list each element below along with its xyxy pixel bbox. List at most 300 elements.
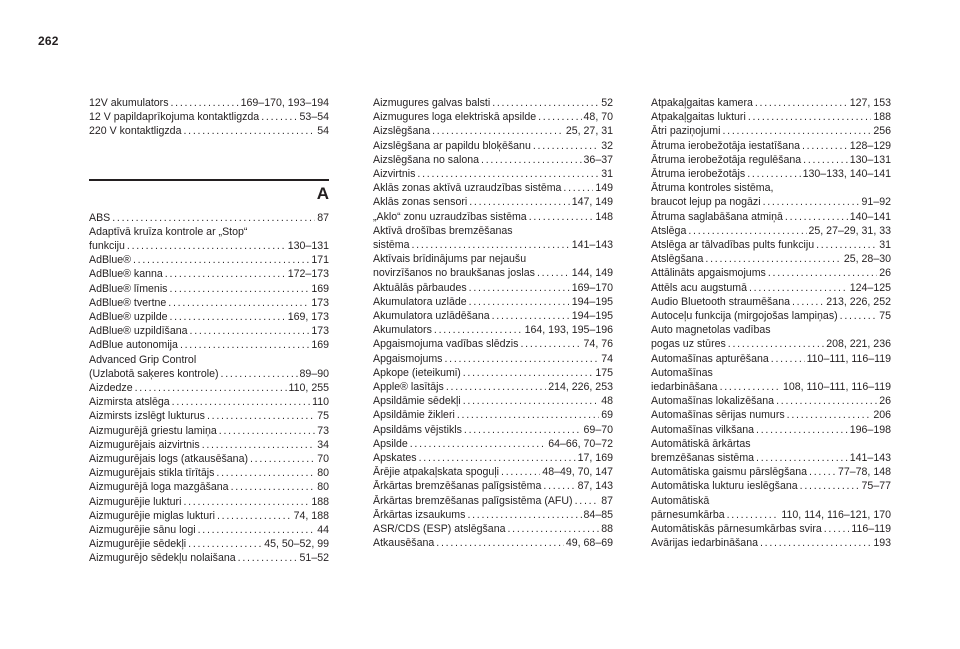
index-entry (89, 124, 329, 138)
index-entry (373, 494, 613, 508)
dot-leader (537, 266, 570, 280)
index-term: Automātiska lukturu ieslēgšana (651, 480, 798, 493)
index-term: Automātiskā ārkārtas (651, 437, 751, 450)
section-divider (89, 179, 329, 181)
index-entry (651, 366, 891, 380)
index-page-ref: 87, 143 (577, 480, 613, 493)
index-page-ref: 110, 114, 116–121, 170 (781, 508, 891, 521)
index-entry (373, 380, 613, 394)
index-entry (651, 110, 891, 124)
index-term: Aizmugures loga elektriskā apsilde (373, 111, 537, 124)
index-page-ref: 108, 110–111, 116–119 (783, 381, 891, 394)
index-term: 12 V papildaprīkojuma kontaktligzda (89, 111, 260, 124)
index-entry (651, 479, 891, 493)
index-term: AdBlue® uzpildīšana (89, 325, 188, 338)
index-entry (651, 408, 891, 422)
dot-leader (436, 536, 564, 550)
index-term: Ārējie atpakaļskata spoguļi (373, 466, 500, 479)
index-page-ref: 130–133, 140–141 (802, 168, 891, 181)
index-page-ref: 25, 28–30 (843, 253, 891, 266)
index-entry (651, 536, 891, 550)
index-term: Apsilde (373, 437, 408, 450)
index-page-ref: 188 (311, 495, 329, 508)
index-page-ref: 31 (879, 239, 891, 252)
index-entry (89, 509, 329, 523)
index-term: Aizvirtnis (373, 168, 416, 181)
index-entry (651, 465, 891, 479)
dot-leader (412, 238, 570, 252)
index-term: Atslēga (651, 224, 687, 237)
dot-leader (469, 281, 570, 295)
page-number: 262 (38, 34, 59, 48)
index-term: Aizmugures galvas balsti (373, 97, 491, 109)
index-term: funkciju (89, 240, 125, 253)
index-page-ref: 52 (601, 97, 613, 109)
index-term: Akumulators (373, 324, 432, 337)
dot-leader (169, 282, 309, 296)
dot-leader (198, 523, 316, 537)
dot-leader (238, 551, 298, 565)
index-entry (89, 310, 329, 324)
index-page-ref: 147, 149 (571, 196, 613, 209)
index-term: Aizmugurējais stikla tīrītājs (89, 467, 215, 480)
index-term: Aizmugurējā griestu lamiņa (89, 424, 217, 437)
dot-leader (785, 210, 848, 224)
index-entry (89, 367, 329, 381)
index-page-ref: 74, 188 (293, 509, 329, 522)
index-term: Automātiskās pārnesumkārbas svira (651, 523, 822, 536)
index-entry (89, 395, 329, 409)
index-term: Apsildāmie sēdekļi (373, 395, 461, 408)
dot-leader (188, 537, 262, 551)
index-term: Aizmugurējo sēdekļu nolaišana (89, 552, 236, 565)
index-term: Apgaismojums (373, 352, 443, 365)
index-entry (373, 281, 613, 295)
index-entry (651, 522, 891, 536)
index-entry (651, 139, 891, 153)
index-term: iedarbināšana (651, 381, 718, 394)
index-page-ref: 124–125 (849, 281, 891, 294)
dot-leader (728, 337, 824, 351)
dot-leader (720, 380, 781, 394)
index-entry (89, 353, 329, 367)
index-page-ref: 80 (317, 481, 329, 494)
dot-leader (501, 465, 540, 479)
dot-leader (190, 324, 310, 338)
dot-leader (776, 394, 877, 408)
index-term: Aizmugurējā loga mazgāšana (89, 481, 229, 494)
index-term: Apsildāmie žikleri (373, 409, 455, 422)
index-entry (651, 380, 891, 394)
index-page-ref: 256 (873, 125, 891, 138)
index-term: Atkausēšana (373, 537, 435, 550)
index-term: Ātri paziņojumi (651, 125, 721, 138)
index-entry (373, 479, 613, 493)
index-term: braucot lejup pa nogāzi (651, 196, 761, 209)
index-entry (89, 211, 329, 225)
index-term: Aktīvā drošības bremzēšanas (373, 224, 513, 237)
index-page-ref: 206 (873, 409, 891, 422)
index-entry (373, 266, 613, 280)
dot-leader (824, 522, 850, 536)
index-term: novirzīšanos no braukšanas joslas (373, 267, 535, 280)
index-entry (373, 110, 613, 124)
index-term: Automašīnas sērijas numurs (651, 409, 785, 422)
index-entry (373, 153, 613, 167)
index-term: Aizslēgšana (373, 125, 431, 138)
index-page-ref: 84–85 (583, 508, 613, 521)
index-term: AdBlue® (89, 254, 131, 267)
dot-leader (221, 367, 298, 381)
dot-leader (469, 195, 570, 209)
index-column-1 (89, 96, 329, 566)
index-page-ref: 110, 255 (288, 382, 329, 395)
index-page-ref: 140–141 (849, 210, 891, 223)
index-entry-list (651, 96, 891, 551)
index-term: Adaptīvā kruīza kontrole ar „Stop“ (89, 225, 248, 238)
index-intro-list (89, 96, 329, 139)
dot-leader (533, 139, 599, 153)
index-page-ref: 26 (879, 267, 891, 280)
index-entry (373, 124, 613, 138)
index-entry (651, 210, 891, 224)
dot-leader (231, 480, 316, 494)
index-term: Ārkārtas bremzēšanas palīgsistēma (AFU) (373, 494, 573, 507)
index-term: Atpakaļgaitas lukturi (651, 111, 746, 124)
dot-leader (219, 424, 315, 438)
index-term: Aizmugurējais logs (atkausēšana) (89, 453, 248, 466)
index-page-ref: 169 (311, 282, 329, 295)
index-page-ref: 208, 221, 236 (826, 338, 891, 351)
index-column-3 (651, 96, 891, 551)
index-entry (651, 96, 891, 110)
index-page-ref: 74, 76 (583, 338, 613, 351)
index-page-ref: 51–52 (299, 552, 329, 565)
index-page-ref: 110 (312, 396, 329, 409)
index-term: Ātruma ierobežotājs (651, 168, 746, 181)
index-page-ref: 48, 70 (583, 111, 613, 124)
index-page-ref: 49, 68–69 (565, 537, 613, 550)
dot-leader (787, 408, 872, 422)
index-entry (373, 96, 613, 110)
dot-leader (492, 309, 570, 323)
index-term: AdBlue® līmenis (89, 282, 168, 295)
index-entry (651, 124, 891, 138)
index-page-ref: 175 (595, 366, 613, 379)
index-entry (373, 536, 613, 550)
index-term: Akumulatora uzlādēšana (373, 310, 490, 323)
index-term: AdBlue autonomija (89, 339, 178, 352)
dot-leader (688, 224, 806, 238)
index-term: Aizslēgšana no salona (373, 153, 480, 166)
index-page-ref: 77–78, 148 (837, 466, 891, 479)
index-term: Aizmugurējais aizvirtnis (89, 438, 200, 451)
index-page-ref: 149 (595, 182, 613, 195)
index-page-ref: 64–66, 70–72 (548, 437, 613, 450)
index-page-ref: 69–70 (583, 423, 613, 436)
index-term: Aizmugurējie lukturi (89, 495, 182, 508)
index-entry (373, 309, 613, 323)
index-page-ref: 17, 169 (577, 452, 613, 465)
dot-leader (183, 124, 315, 138)
index-page-ref: 48–49, 70, 147 (542, 466, 613, 479)
index-term: Ātruma ierobežotāja iestatīšana (651, 139, 800, 152)
index-term: Aizslēgšana ar papildu bloķēšanu (373, 139, 531, 152)
dot-leader (165, 267, 286, 281)
index-page-ref: 89–90 (299, 367, 329, 380)
index-term: Apple® lasītājs (373, 381, 444, 394)
index-term: Ātruma ierobežotāja regulēšana (651, 153, 802, 166)
index-term: Apkope (ieteikumi) (373, 366, 461, 379)
dot-leader (464, 423, 582, 437)
index-page-ref: 26 (879, 395, 891, 408)
index-entry (373, 295, 613, 309)
dot-leader (463, 394, 599, 408)
dot-leader (756, 451, 848, 465)
dot-leader (520, 337, 581, 351)
index-column-2 (373, 96, 613, 551)
index-entry (373, 522, 613, 536)
index-term: pogas uz stūres (651, 338, 726, 351)
dot-leader (705, 252, 841, 266)
dot-leader (809, 465, 836, 479)
index-entry (89, 225, 329, 239)
index-entry (373, 167, 613, 181)
dot-leader (171, 96, 239, 110)
index-entry (89, 282, 329, 296)
index-entry (89, 296, 329, 310)
dot-leader (133, 253, 309, 267)
index-page-ref: 171 (311, 254, 329, 267)
dot-leader (529, 210, 594, 224)
index-entry (651, 153, 891, 167)
index-entry (373, 224, 613, 238)
dot-leader (840, 309, 878, 323)
index-page-ref: 88 (601, 523, 613, 536)
index-entry (373, 352, 613, 366)
dot-leader (112, 211, 315, 225)
index-entry (373, 465, 613, 479)
dot-leader (563, 181, 593, 195)
index-page-ref: 194–195 (571, 295, 613, 308)
index-page-ref: 75–77 (861, 480, 891, 493)
index-page-ref: 34 (317, 438, 329, 451)
index-entry (89, 480, 329, 494)
index-term: Ātruma saglabāšana atmiņā (651, 210, 783, 223)
index-entry (651, 423, 891, 437)
index-term: AdBlue® kanna (89, 268, 163, 281)
dot-leader (469, 295, 570, 309)
index-term: Automašīnas apturēšana (651, 352, 769, 365)
index-page-ref: 32 (601, 139, 613, 152)
index-entry (373, 508, 613, 522)
dot-leader (749, 281, 848, 295)
index-entry (89, 381, 329, 395)
dot-leader (756, 423, 848, 437)
index-page-ref: 69 (601, 409, 613, 422)
index-page-ref: 169–170 (571, 281, 613, 294)
index-term: Apgaismojuma vadības slēdzis (373, 338, 519, 351)
index-page-ref: 70 (317, 453, 329, 466)
index-term: Audio Bluetooth straumēšana (651, 295, 790, 308)
dot-leader (135, 381, 287, 395)
index-term: pārnesumkārba (651, 508, 725, 521)
dot-leader (417, 167, 599, 181)
dot-leader (202, 438, 316, 452)
index-entry (89, 495, 329, 509)
index-entry (89, 523, 329, 537)
index-entry (89, 267, 329, 281)
index-entry (89, 537, 329, 551)
index-page-ref: 116–119 (851, 523, 891, 536)
index-entry (651, 295, 891, 309)
index-term: Auto magnetolas vadības (651, 324, 771, 337)
index-term: Aizmugurējie sēdekļi (89, 538, 187, 551)
dot-leader (507, 522, 599, 536)
index-term: Avārijas iedarbināšana (651, 537, 758, 550)
index-entry (373, 139, 613, 153)
dot-leader (792, 295, 824, 309)
index-page-ref: 213, 226, 252 (826, 295, 891, 308)
dot-leader (183, 495, 309, 509)
dot-leader (816, 238, 877, 252)
dot-leader (747, 167, 800, 181)
index-entry (89, 239, 329, 253)
index-entry (651, 224, 891, 238)
index-term: Aizmirsts izslēgt lukturus (89, 410, 205, 423)
index-term: AdBlue® tvertne (89, 296, 167, 309)
index-term: Atslēgšana (651, 253, 704, 266)
index-page-ref: 194–195 (571, 310, 613, 323)
index-page-ref: 80 (317, 467, 329, 480)
index-term: „Aklo“ zonu uzraudzības sistēma (373, 210, 527, 223)
index-term: Automātiska gaismu pārslēgšana (651, 466, 808, 479)
dot-leader (481, 153, 582, 167)
index-term: Aktuālās pārbaudes (373, 281, 467, 294)
dot-leader (768, 266, 877, 280)
index-entry (89, 466, 329, 480)
index-entry (89, 324, 329, 338)
index-page-ref: 130–131 (849, 153, 891, 166)
index-page-ref: 45, 50–52, 99 (264, 538, 329, 551)
dot-leader (127, 239, 286, 253)
index-page-ref: 127, 153 (849, 97, 891, 109)
index-term: Atslēga ar tālvadības pults funkciju (651, 239, 815, 252)
index-entry (373, 210, 613, 224)
dot-leader (802, 139, 848, 153)
dot-leader (169, 310, 285, 324)
index-page-ref: 169, 173 (287, 311, 329, 324)
index-entry (651, 195, 891, 209)
dot-leader (467, 508, 581, 522)
index-entry (373, 181, 613, 195)
dot-leader (575, 494, 600, 508)
index-page-ref: 144, 149 (571, 267, 613, 280)
index-entry (89, 409, 329, 423)
index-term: Automašīnas (651, 366, 713, 379)
dot-leader (771, 352, 805, 366)
dot-leader (250, 452, 315, 466)
index-term: ASR/CDS (ESP) atslēgšana (373, 523, 506, 536)
index-page-ref: 188 (873, 111, 891, 124)
index-term: Aklās zonas aktīvā uzraudzības sistēma (373, 182, 562, 195)
index-page-ref: 173 (311, 325, 329, 338)
index-term: ABS (89, 211, 111, 224)
index-entry (651, 323, 891, 337)
index-term: Aizmirsta atslēga (89, 396, 170, 409)
dot-leader (800, 479, 860, 493)
index-page-ref: 44 (317, 524, 329, 537)
index-entry (373, 451, 613, 465)
index-entry (373, 394, 613, 408)
index-entry (651, 181, 891, 195)
index-entry (651, 508, 891, 522)
index-term: Apsildāms vējstikls (373, 423, 462, 436)
index-page-ref: 148 (595, 210, 613, 223)
index-entry (373, 252, 613, 266)
index-term: AdBlue® uzpilde (89, 311, 168, 324)
index-term: Aizmugurējie miglas lukturi (89, 509, 215, 522)
dot-leader (172, 395, 310, 409)
index-page-ref: 169 (311, 339, 329, 352)
dot-leader (261, 110, 297, 124)
index-page-ref: 48 (601, 395, 613, 408)
index-entry (651, 494, 891, 508)
dot-leader (463, 366, 594, 380)
index-entry (651, 394, 891, 408)
dot-leader (543, 479, 575, 493)
index-page-ref: 36–37 (583, 153, 613, 166)
dot-leader (207, 409, 315, 423)
index-entry (651, 352, 891, 366)
index-term: Aklās zonas sensori (373, 196, 468, 209)
index-entry (651, 266, 891, 280)
index-page-ref: 74 (601, 352, 613, 365)
dot-leader (419, 451, 576, 465)
dot-leader (727, 508, 780, 522)
index-term: Advanced Grip Control (89, 353, 197, 366)
index-entry-list (373, 96, 613, 551)
dot-leader (217, 509, 292, 523)
index-entry (651, 281, 891, 295)
index-entry (89, 253, 329, 267)
section-letter: A (316, 183, 329, 203)
dot-leader (755, 96, 848, 110)
index-page-ref: 214, 226, 253 (548, 381, 613, 394)
index-entry (373, 423, 613, 437)
index-page-ref: 141–143 (849, 452, 891, 465)
index-page-ref: 164, 193, 195–196 (524, 324, 613, 337)
index-entry (89, 551, 329, 565)
index-term: sistēma (373, 239, 410, 252)
section-header-a (89, 177, 329, 201)
index-term: Ārkārtas bremzēšanas palīgsistēma (373, 480, 542, 493)
index-page-ref: 54 (317, 125, 329, 138)
index-page-ref: 87 (601, 494, 613, 507)
index-term: Aizmugurējie sānu logi (89, 524, 196, 537)
index-page-ref: 130–131 (287, 240, 329, 253)
index-entry (651, 252, 891, 266)
index-page-ref: 193 (873, 537, 891, 550)
dot-leader (410, 437, 546, 451)
index-term: Aktīvais brīdinājums par nejaušu (373, 253, 527, 266)
index-term: Autoceļu funkcija (mirgojošas lampiņas) (651, 310, 838, 323)
index-term: Automašīnas vilkšana (651, 423, 755, 436)
index-entry (373, 437, 613, 451)
dot-leader (444, 352, 599, 366)
index-entry (373, 408, 613, 422)
index-page-ref: 141–143 (571, 239, 613, 252)
